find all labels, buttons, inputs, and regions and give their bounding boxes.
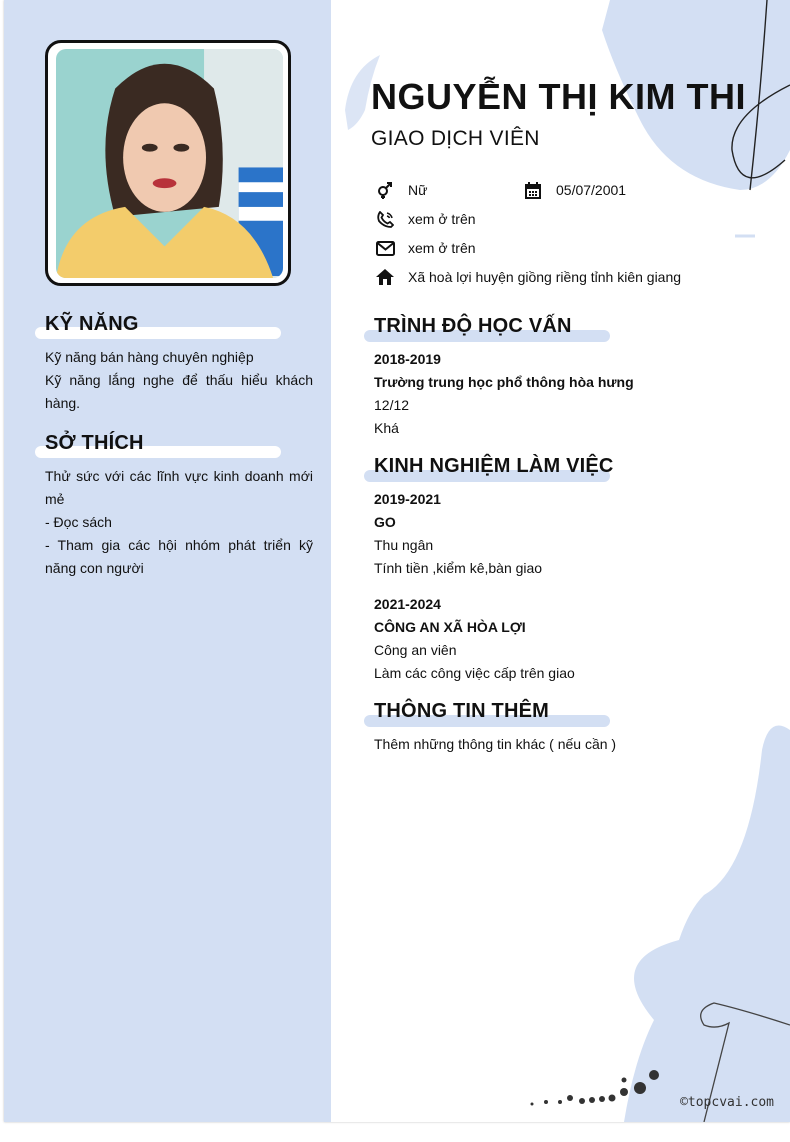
candidate-name: NGUYỄN THỊ KIM THI [371,76,746,117]
hobby-item: - Tham gia các hội nhóm phát triển kỹ năng con người [45,537,313,576]
experience-period: 2021-2024 [374,596,441,612]
skill-item: Kỹ năng lắng nghe để thấu hiểu khách hàng. [45,372,313,411]
address-value: Xã hoà lợi huyện giồng riềng tỉnh kiên giang [408,269,682,285]
address-row [374,268,681,286]
skills-section [45,313,313,415]
dob-row [522,181,626,199]
email-row [374,239,476,257]
education-period: 2018-2019 [374,351,441,367]
experience-description: Tính tiền ,kiểm kê,bàn giao [374,560,543,576]
gender-row [374,181,427,199]
calendar-icon [522,181,544,199]
hobbies-section [45,432,313,580]
candidate-role: GIAO DỊCH VIÊN [371,127,540,150]
education-section [374,315,774,440]
sidebar [4,0,331,1122]
education-grade: 12/12 [374,397,410,413]
education-rank: Khá [374,420,399,436]
experience-period: 2019-2021 [374,491,441,507]
experience-section [374,455,774,685]
email-icon [374,239,396,257]
email-value: xem ở trên [408,240,476,256]
dob-value: 05/07/2001 [556,182,627,198]
extra-section [374,700,774,756]
hobby-item: - Đọc sách [45,514,112,530]
experience-title: KINH NGHIỆM LÀM VIỆC [374,455,614,477]
experience-position: Công an viên [374,642,457,658]
gender-icon [374,181,396,199]
cv-page [4,0,790,1122]
phone-icon [374,210,396,228]
education-school: Trường trung học phổ thông hòa hưng [374,374,634,390]
hobbies-title: SỞ THÍCH [45,432,144,454]
experience-company: GO [374,514,396,530]
experience-description: Làm các công việc cấp trên giao [374,665,575,681]
phone-row [374,210,476,228]
profile-photo [45,40,291,286]
hobby-item: Thử sức với các lĩnh vực kinh doanh mới mẻ [45,468,313,507]
extra-title: THÔNG TIN THÊM [374,700,550,722]
experience-company: CÔNG AN XÃ HÒA LỢI [374,619,526,635]
gender-value: Nữ [408,182,428,198]
education-title: TRÌNH ĐỘ HỌC VẤN [374,315,572,337]
home-icon [374,268,396,286]
skills-title: KỸ NĂNG [45,313,139,335]
avatar [56,49,283,278]
decorative-blob-bottom [504,720,790,1122]
skill-item: Kỹ năng bán hàng chuyên nghiệp [45,349,254,365]
experience-position: Thu ngân [374,537,434,553]
extra-text: Thêm những thông tin khác ( nếu cần ) [374,736,617,752]
decorative-blob-top [340,0,790,240]
phone-value: xem ở trên [408,211,476,227]
watermark: ©topcvai.com [680,1095,774,1110]
